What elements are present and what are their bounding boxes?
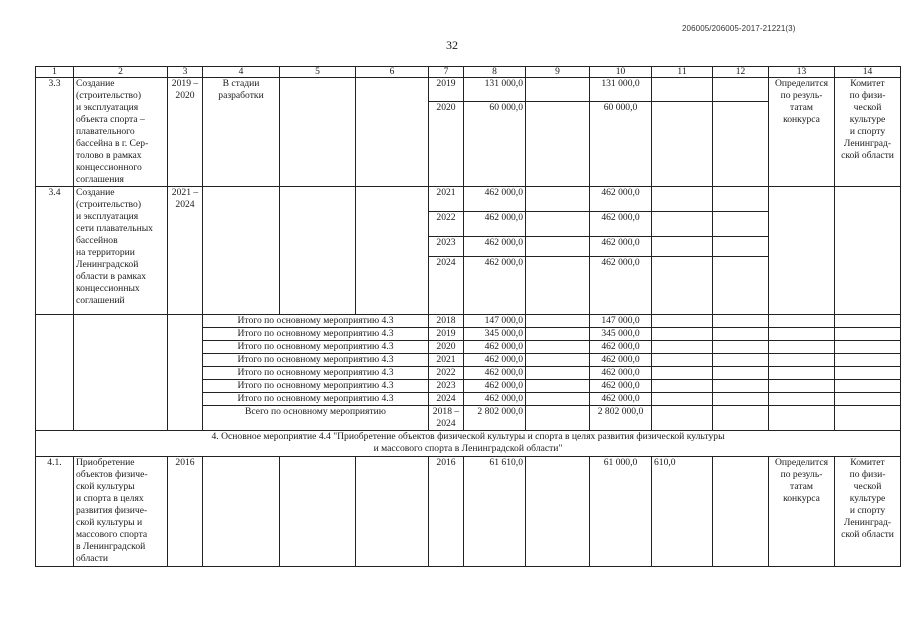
total-cell: 462 000,0 [464,354,526,367]
item-period: 2016 [168,457,203,567]
year-cell: 2023 [429,380,464,393]
header-cell: 5 [280,67,356,78]
grand-total-value: 2 802 000,0 [464,406,526,431]
total-cell: 462 000,0 [464,257,526,315]
total-label: Итого по основному мероприятию 4.3 [203,315,429,328]
empty-cell [652,367,713,380]
header-cell: 10 [590,67,652,78]
header-cell: 4 [203,67,280,78]
empty-cell [713,212,769,237]
col10-cell: 345 000,0 [590,328,652,341]
empty-cell [713,102,769,187]
item-period: 2019 – 2020 [168,78,203,187]
empty-cell [769,406,835,431]
col10-cell: 462 000,0 [590,187,652,212]
empty-cell [713,78,769,102]
empty-cell [203,187,280,315]
empty-cell [769,393,835,406]
item-stage: В стадии разработки [203,78,280,187]
empty-cell [713,328,769,341]
header-cell: 11 [652,67,713,78]
executor-cell: Комитет по физи- ческой культуре и спорту Ленинград- ской области [835,457,901,567]
item-name: Создание (строительство) и эксплуатация сети плавательных бассейнов на территории Ленинградской области в рамках концессионных соглашений [74,187,168,315]
col10-cell: 147 000,0 [590,315,652,328]
empty-cell [280,457,356,567]
item-name: Приобретение объектов физиче- ской культуры и спорта в целях развития физиче- ской культуры и массового спорта в Ленинградской области [74,457,168,567]
empty-cell [526,315,590,328]
grand-total-period: 2018 – 2024 [429,406,464,431]
item-name: Создание (строительство) и эксплуатация объекта спорта – плавательного бассейна в г. Сер- толово в рамках концессионного соглашения [74,78,168,187]
total-cell: 131 000,0 [464,78,526,102]
item-number: 3.4 [36,187,74,315]
total-label: Итого по основному мероприятию 4.3 [203,328,429,341]
empty-cell [526,257,590,315]
empty-cell [713,187,769,212]
empty-cell [356,187,429,315]
empty-cell [835,367,901,380]
empty-cell [835,393,901,406]
empty-cell [280,187,356,315]
total-label: Итого по основному мероприятию 4.3 [203,354,429,367]
total-row [36,315,901,328]
empty-cell [713,315,769,328]
empty-cell [713,354,769,367]
year-cell: 2024 [429,393,464,406]
col10-cell: 462 000,0 [590,393,652,406]
result-cell: Определится по резуль- татам конкурса [769,457,835,567]
empty-cell [526,328,590,341]
year-cell: 2022 [429,212,464,237]
empty-cell [652,393,713,406]
empty-cell [713,341,769,354]
total-cell: 60 000,0 [464,102,526,187]
page-number: 32 [446,38,458,52]
empty-cell [652,237,713,257]
total-cell: 462 000,0 [464,212,526,237]
empty-cell [652,102,713,187]
header-cell: 1 [36,67,74,78]
col10-cell: 61 000,0 [590,457,652,567]
empty-cell [652,78,713,102]
empty-cell [769,328,835,341]
empty-cell [652,406,713,431]
total-cell: 462 000,0 [464,380,526,393]
empty-cell [526,457,590,567]
year-cell: 2019 [429,328,464,341]
header-cell: 14 [835,67,901,78]
total-cell: 462 000,0 [464,187,526,212]
empty-cell [526,380,590,393]
empty-cell [835,354,901,367]
empty-cell [526,354,590,367]
document-code: 206005/206005-2017-21221(3) [682,24,796,33]
item-period: 2021 – 2024 [168,187,203,315]
program-table [35,66,901,567]
item-number: 3.3 [36,78,74,187]
col10-cell: 462 000,0 [590,237,652,257]
header-cell: 7 [429,67,464,78]
empty-cell [835,341,901,354]
empty-cell [526,367,590,380]
empty-cell [652,354,713,367]
total-cell: 462 000,0 [464,367,526,380]
empty-cell [36,315,74,431]
total-cell: 462 000,0 [464,393,526,406]
header-cell: 12 [713,67,769,78]
header-cell: 8 [464,67,526,78]
empty-cell [356,78,429,187]
empty-cell [526,341,590,354]
empty-cell [713,380,769,393]
year-cell: 2020 [429,341,464,354]
col11-cell: 610,0 [652,457,713,567]
total-cell: 61 610,0 [464,457,526,567]
header-cell: 3 [168,67,203,78]
col10-cell: 462 000,0 [590,367,652,380]
section-heading: 4. Основное мероприятие 4.4 "Приобретение объектов физической культуры и спорта в целях развития физической культуры и массового спорта в Ленинградской области" [36,431,901,457]
empty-cell [652,380,713,393]
empty-cell [356,457,429,567]
empty-cell [835,187,901,315]
empty-cell [769,354,835,367]
year-cell: 2018 [429,315,464,328]
col10-cell: 462 000,0 [590,354,652,367]
col10-cell: 462 000,0 [590,212,652,237]
section-heading-row [36,431,901,457]
item-number: 4.1. [36,457,74,567]
header-row [36,67,901,78]
empty-cell [168,315,203,431]
empty-cell [769,341,835,354]
empty-cell [280,78,356,187]
header-cell: 9 [526,67,590,78]
table-row [36,187,901,212]
empty-cell [835,328,901,341]
header-cell: 2 [74,67,168,78]
empty-cell [526,102,590,187]
total-cell: 462 000,0 [464,237,526,257]
empty-cell [203,457,280,567]
empty-cell [769,367,835,380]
year-cell: 2020 [429,102,464,187]
col10-cell: 60 000,0 [590,102,652,187]
empty-cell [526,393,590,406]
empty-cell [769,380,835,393]
year-cell: 2022 [429,367,464,380]
total-label: Итого по основному мероприятию 4.3 [203,380,429,393]
total-cell: 345 000,0 [464,328,526,341]
empty-cell [526,78,590,102]
table-row [36,78,901,102]
total-label: Итого по основному мероприятию 4.3 [203,341,429,354]
empty-cell [835,380,901,393]
grand-total-label: Всего по основному мероприятию [203,406,429,431]
empty-cell [713,367,769,380]
empty-cell [526,237,590,257]
empty-cell [769,315,835,328]
empty-cell [652,212,713,237]
header-cell: 13 [769,67,835,78]
empty-cell [526,406,590,431]
empty-cell [652,328,713,341]
col10-cell: 462 000,0 [590,257,652,315]
year-cell: 2023 [429,237,464,257]
total-label: Итого по основному мероприятию 4.3 [203,393,429,406]
table-row [36,457,901,567]
col10-cell: 462 000,0 [590,380,652,393]
empty-cell [713,257,769,315]
empty-cell [713,393,769,406]
empty-cell [713,237,769,257]
year-cell: 2016 [429,457,464,567]
col10-cell: 131 000,0 [590,78,652,102]
grand-total-col10: 2 802 000,0 [590,406,652,431]
result-cell: Определится по резуль- татам конкурса [769,78,835,187]
col10-cell: 462 000,0 [590,341,652,354]
empty-cell [74,315,168,431]
empty-cell [835,315,901,328]
empty-cell [713,406,769,431]
empty-cell [652,187,713,212]
total-cell: 147 000,0 [464,315,526,328]
year-cell: 2019 [429,78,464,102]
empty-cell [652,315,713,328]
empty-cell [713,457,769,567]
empty-cell [835,406,901,431]
total-label: Итого по основному мероприятию 4.3 [203,367,429,380]
empty-cell [769,187,835,315]
year-cell: 2021 [429,187,464,212]
empty-cell [526,187,590,212]
executor-cell: Комитет по физи- ческой культуре и спорту Ленинград- ской области [835,78,901,187]
year-cell: 2021 [429,354,464,367]
empty-cell [652,341,713,354]
header-cell: 6 [356,67,429,78]
total-cell: 462 000,0 [464,341,526,354]
empty-cell [526,212,590,237]
year-cell: 2024 [429,257,464,315]
empty-cell [652,257,713,315]
